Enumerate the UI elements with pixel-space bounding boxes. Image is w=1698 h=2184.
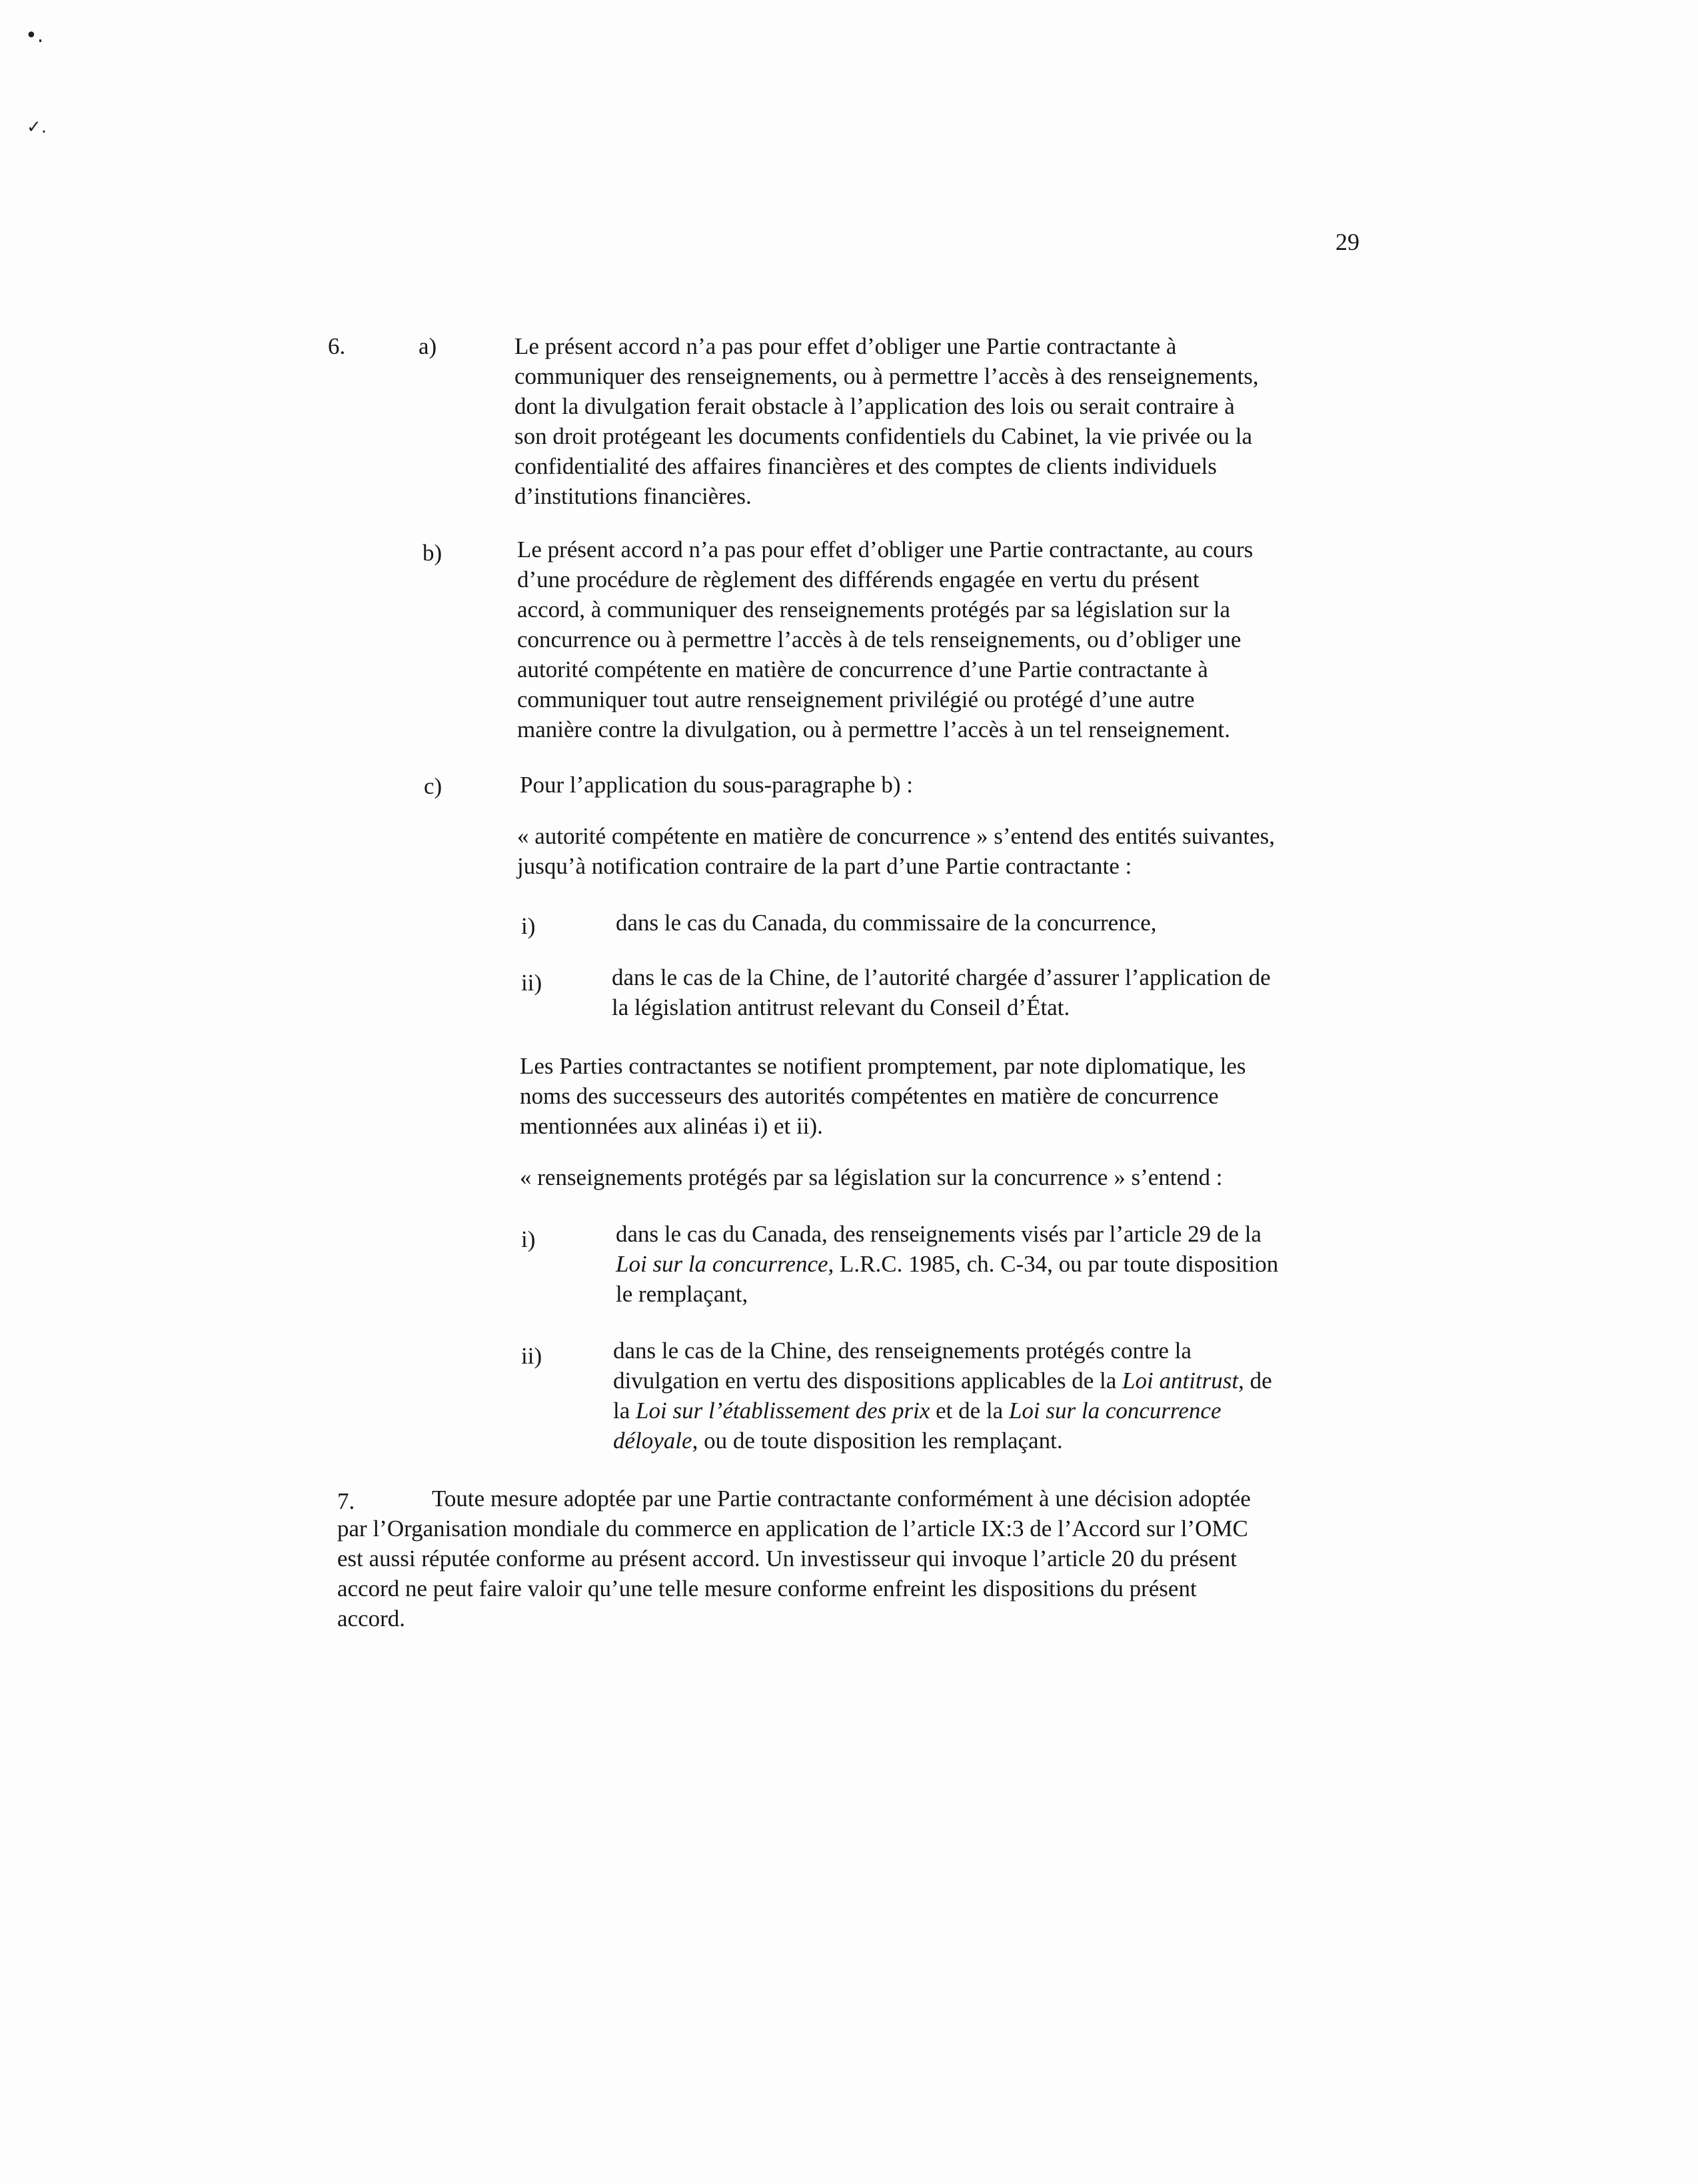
text-line: Le présent accord n’a pas pour effet d’obliger une Partie contractante, au cours — [517, 537, 1254, 562]
page-number: 29 — [1335, 229, 1359, 255]
text-line: communiquer des renseignements, ou à permettre l’accès à des renseignements, — [514, 363, 1259, 389]
text-line: est aussi réputée conforme au présent accord. Un investisseur qui invoque l’article 20 du présent — [337, 1546, 1237, 1572]
statute-title: Loi antitrust — [1122, 1368, 1239, 1394]
text-line: concurrence ou à permettre l’accès à de tels renseignements, ou d’obliger une — [517, 626, 1242, 652]
text-line: Loi sur la concurrence, L.R.C. 1985, ch. C-34, ou par toute disposition — [616, 1251, 1279, 1277]
text-line: le remplaçant, — [616, 1281, 748, 1307]
text-line: jusqu’à notification contraire de la part d’une Partie contractante : — [517, 853, 1132, 879]
item-ii-label: ii) — [521, 970, 542, 996]
text-line: la législation antitrust relevant du Conseil d’État. — [612, 994, 1070, 1020]
text-line: communiquer tout autre renseignement privilégié ou protégé d’une autre — [517, 686, 1195, 712]
scan-artifact-mark: •. — [25, 24, 44, 47]
scan-artifact-check: ✓. — [27, 117, 47, 137]
text-line: Les Parties contractantes se notifient promptement, par note diplomatique, les — [520, 1053, 1246, 1079]
subparagraph-c-label: c) — [424, 773, 442, 799]
text-line: confidentialité des affaires financières et des comptes de clients individuels — [514, 453, 1217, 479]
text-line: dans le cas du Canada, des renseignements visés par l’article 29 de la — [616, 1221, 1262, 1247]
item-ii-label: ii) — [521, 1343, 542, 1369]
text-line: « autorité compétente en matière de concurrence » s’entend des entités suivantes, — [517, 823, 1275, 849]
item-i-label: i) — [521, 1226, 536, 1252]
statute-title: Loi sur la concurrence — [1008, 1398, 1222, 1424]
subparagraph-b-label: b) — [423, 540, 442, 566]
statute-title: déloyale — [613, 1428, 692, 1454]
text-line: dans le cas de la Chine, de l’autorité chargée d’assurer l’application de — [612, 964, 1271, 990]
item-i-text: dans le cas du Canada, du commissaire de la concurrence, — [616, 910, 1157, 936]
text-line: divulgation en vertu des dispositions applicables de la Loi antitrust, de — [613, 1368, 1272, 1394]
text-line: Le présent accord n’a pas pour effet d’obliger une Partie contractante à — [514, 333, 1177, 359]
text-line: mentionnées aux alinéas i) et ii). — [520, 1113, 823, 1139]
text-line: d’une procédure de règlement des différends engagée en vertu du présent — [517, 566, 1200, 592]
text-line: accord, à communiquer des renseignements protégés par sa législation sur la — [517, 596, 1231, 622]
text-line: Toute mesure adoptée par une Partie contractante conformément à une décision adoptée — [432, 1486, 1251, 1512]
subparagraph-c-intro: Pour l’application du sous-paragraphe b) : — [520, 772, 913, 798]
text-line: son droit protégeant les documents confidentiels du Cabinet, la vie privée ou la — [514, 423, 1253, 449]
text-line: manière contre la divulgation, ou à permettre l’accès à un tel renseignement. — [517, 716, 1230, 742]
text-line: autorité compétente en matière de concurrence d’une Partie contractante à — [517, 656, 1208, 682]
text-line: accord ne peut faire valoir qu’une telle mesure conforme enfreint les dispositions du présent — [337, 1576, 1197, 1602]
text-line: dont la divulgation ferait obstacle à l’application des lois ou serait contraire à — [514, 393, 1235, 419]
text-line: par l’Organisation mondiale du commerce en application de l’article IX:3 de l’Accord sur l’OMC — [337, 1516, 1248, 1542]
statute-title: Loi sur l’établissement des prix — [636, 1398, 930, 1424]
subparagraph-a-label: a) — [419, 333, 437, 359]
paragraph-7-number: 7. — [337, 1488, 355, 1514]
text-line: d’institutions financières. — [514, 483, 752, 509]
text-line: déloyale, ou de toute disposition les remplaçant. — [613, 1428, 1063, 1454]
text-line: noms des successeurs des autorités compétentes en matière de concurrence — [520, 1083, 1219, 1109]
definition-protected-information: « renseignements protégés par sa législation sur la concurrence » s’entend : — [520, 1164, 1223, 1190]
statute-title: Loi sur la concurrence — [616, 1251, 828, 1277]
text-line: accord. — [337, 1606, 406, 1632]
text-line: dans le cas de la Chine, des renseignements protégés contre la — [613, 1338, 1192, 1364]
text-line: la Loi sur l’établissement des prix et de la Loi sur la concurrence — [613, 1398, 1222, 1424]
paragraph-6-number: 6. — [328, 333, 346, 359]
item-i-label: i) — [521, 913, 536, 939]
